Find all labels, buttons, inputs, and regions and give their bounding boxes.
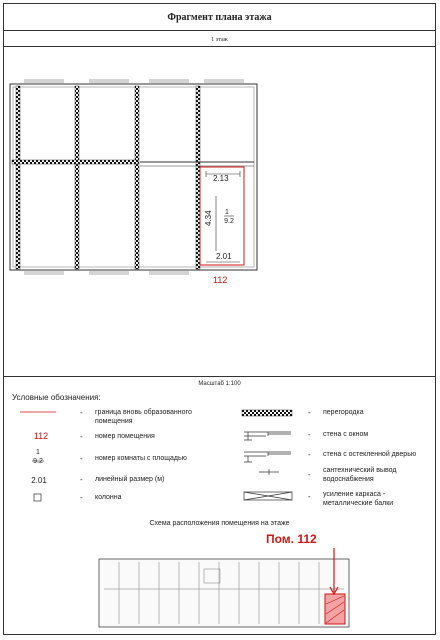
legend-fraction-denominator: 9.2	[33, 458, 43, 465]
beam-symbol	[244, 492, 292, 500]
legend-dash: -	[308, 450, 311, 459]
legend-dash: -	[80, 408, 83, 417]
page-title: Фрагмент плана этажа	[167, 12, 272, 23]
room-number: 1	[225, 209, 229, 216]
room-callout: Пом. 112	[266, 532, 317, 546]
legend-dash: -	[80, 454, 83, 463]
floor-scheme	[99, 548, 349, 627]
legend-item: стена с остекленной дверью	[323, 451, 417, 458]
dimension-top: 2.13	[213, 174, 229, 183]
legend-item: граница вновь образованного помещения	[95, 409, 192, 425]
partition-symbol	[242, 410, 292, 416]
legend-dash: -	[80, 432, 83, 441]
legend-dash: -	[308, 430, 311, 439]
legend-item: номер помещения	[95, 433, 155, 440]
legend-dash: -	[308, 470, 311, 479]
legend-item: номер комнаты с площадью	[95, 455, 187, 462]
legend-item: перегородка	[323, 409, 364, 416]
plan-sheet	[3, 3, 436, 635]
legend-dash: -	[80, 475, 83, 484]
schema-title: Схема расположения помещения на этаже	[149, 520, 290, 527]
legend-item: сантехнический вывод водоснабжения	[323, 467, 397, 483]
legend-item: усиление каркаса - металлические балки	[323, 491, 394, 507]
window-wall-symbol	[244, 432, 291, 440]
legend-item: стена с окном	[323, 431, 369, 438]
legend-dimension-symbol: 2.01	[31, 476, 47, 485]
legend-symbols	[4, 4, 437, 636]
legend-dash: -	[308, 408, 311, 417]
dimension-side: 4.34	[204, 210, 213, 226]
room-area: 9.2	[224, 218, 234, 225]
legend-item: линейный размер (м)	[95, 476, 165, 483]
legend-title: Условные обозначения:	[12, 393, 101, 402]
dimension-bottom: 2.01	[216, 252, 232, 261]
glazed-door-symbol	[244, 452, 291, 462]
plumbing-symbol	[259, 469, 279, 475]
room-label: 112	[213, 275, 228, 285]
scale-label: Масштаб 1:100	[198, 381, 241, 387]
legend-item: колонна	[95, 494, 122, 501]
legend-dash: -	[80, 493, 83, 502]
column-symbol	[34, 494, 41, 501]
floor-label: 1 этаж	[211, 37, 228, 43]
legend-room-label-symbol: 112	[33, 431, 49, 441]
legend-fraction-numerator: 1	[36, 449, 40, 456]
legend-dash: -	[308, 492, 311, 501]
